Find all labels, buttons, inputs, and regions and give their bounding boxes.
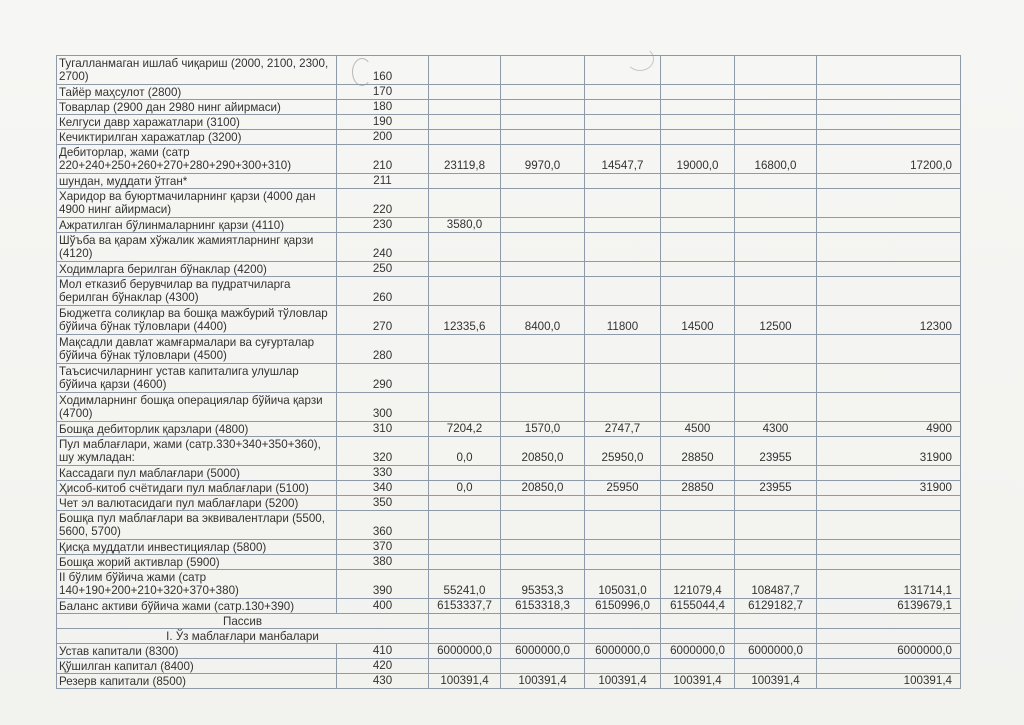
value-cell: 23955 bbox=[735, 481, 817, 496]
table-row bbox=[57, 233, 961, 262]
value-cell: 12335,6 bbox=[429, 306, 501, 335]
value-cell: 12300 bbox=[817, 306, 961, 335]
value-cell: 12500 bbox=[735, 306, 817, 335]
section-row bbox=[57, 614, 961, 629]
value-cell bbox=[817, 511, 961, 540]
row-label: Келгуси давр харажатлари (3100) bbox=[57, 115, 337, 130]
value-cell: 14500 bbox=[661, 306, 735, 335]
value-cell bbox=[585, 364, 661, 393]
value-cell bbox=[735, 130, 817, 145]
value-cell bbox=[501, 56, 585, 85]
value-cell bbox=[429, 130, 501, 145]
value-cell bbox=[817, 364, 961, 393]
value-cell: 105031,0 bbox=[585, 570, 661, 599]
value-cell bbox=[817, 85, 961, 100]
value-cell bbox=[429, 393, 501, 422]
value-cell bbox=[735, 218, 817, 233]
empty-cell bbox=[661, 614, 735, 629]
table-row bbox=[57, 218, 961, 233]
value-cell bbox=[585, 262, 661, 277]
value-cell bbox=[817, 262, 961, 277]
value-cell bbox=[501, 100, 585, 115]
row-code: 220 bbox=[337, 189, 429, 218]
value-cell: 28850 bbox=[661, 437, 735, 466]
value-cell bbox=[429, 174, 501, 189]
value-cell bbox=[429, 555, 501, 570]
table-row bbox=[57, 659, 961, 674]
row-label: Таъсисчиларнинг устав капиталига улушлар бўйича қарзи (4600) bbox=[57, 364, 337, 393]
value-cell bbox=[585, 233, 661, 262]
value-cell bbox=[661, 100, 735, 115]
row-label: Товарлар (2900 дан 2980 нинг айирмаси) bbox=[57, 100, 337, 115]
row-code: 300 bbox=[337, 393, 429, 422]
row-code: 380 bbox=[337, 555, 429, 570]
row-code: 400 bbox=[337, 599, 429, 614]
row-code: 250 bbox=[337, 262, 429, 277]
row-code: 410 bbox=[337, 644, 429, 659]
value-cell: 6000000,0 bbox=[735, 644, 817, 659]
value-cell bbox=[585, 659, 661, 674]
value-cell: 95353,3 bbox=[501, 570, 585, 599]
value-cell bbox=[735, 335, 817, 364]
table-row bbox=[57, 145, 961, 174]
value-cell bbox=[661, 262, 735, 277]
row-label: Тугалланмаган ишлаб чиқариш (2000, 2100, 2300, 2700) bbox=[57, 56, 337, 85]
value-cell: 31900 bbox=[817, 437, 961, 466]
table-row bbox=[57, 674, 961, 689]
value-cell bbox=[735, 496, 817, 511]
empty-cell bbox=[817, 614, 961, 629]
row-label: Устав капитали (8300) bbox=[57, 644, 337, 659]
value-cell bbox=[429, 496, 501, 511]
row-label: Харидор ва буюртмачиларнинг қарзи (4000 дан 4900 нинг айирмаси) bbox=[57, 189, 337, 218]
value-cell bbox=[817, 540, 961, 555]
value-cell bbox=[429, 100, 501, 115]
value-cell bbox=[817, 555, 961, 570]
value-cell bbox=[661, 130, 735, 145]
row-label: Мақсадли давлат жамғармалари ва суғурталар бўйича бўнак тўловлари (4500) bbox=[57, 335, 337, 364]
table-row bbox=[57, 306, 961, 335]
value-cell bbox=[817, 335, 961, 364]
value-cell: 121079,4 bbox=[661, 570, 735, 599]
row-code: 180 bbox=[337, 100, 429, 115]
value-cell: 23119,8 bbox=[429, 145, 501, 174]
value-cell bbox=[429, 277, 501, 306]
value-cell bbox=[817, 130, 961, 145]
value-cell bbox=[661, 174, 735, 189]
value-cell: 28850 bbox=[661, 481, 735, 496]
value-cell bbox=[429, 466, 501, 481]
value-cell bbox=[501, 555, 585, 570]
row-code: 211 bbox=[337, 174, 429, 189]
value-cell bbox=[429, 540, 501, 555]
row-code: 200 bbox=[337, 130, 429, 145]
row-label: Резерв капитали (8500) bbox=[57, 674, 337, 689]
value-cell bbox=[501, 189, 585, 218]
value-cell: 6000000,0 bbox=[429, 644, 501, 659]
value-cell: 4500 bbox=[661, 422, 735, 437]
value-cell: 4300 bbox=[735, 422, 817, 437]
value-cell: 14547,7 bbox=[585, 145, 661, 174]
table-row bbox=[57, 335, 961, 364]
row-code: 210 bbox=[337, 145, 429, 174]
row-label: Дебиторлар, жами (сатр 220+240+250+260+270+280+290+300+310) bbox=[57, 145, 337, 174]
value-cell bbox=[661, 277, 735, 306]
table-row bbox=[57, 570, 961, 599]
row-label: Бюджетга солиқлар ва бошқа мажбурий тўловлар бўйича бўнак тўловлари (4400) bbox=[57, 306, 337, 335]
row-label: Пул маблағлари, жами (сатр.330+340+350+360), шу жумладан: bbox=[57, 437, 337, 466]
value-cell bbox=[429, 511, 501, 540]
value-cell: 100391,4 bbox=[501, 674, 585, 689]
row-code: 370 bbox=[337, 540, 429, 555]
value-cell bbox=[735, 466, 817, 481]
value-cell: 6129182,7 bbox=[735, 599, 817, 614]
row-label: шундан, муддати ўтган* bbox=[57, 174, 337, 189]
row-label: Баланс активи бўйича жами (сатр.130+390) bbox=[57, 599, 337, 614]
value-cell bbox=[735, 262, 817, 277]
value-cell bbox=[735, 277, 817, 306]
row-code: 280 bbox=[337, 335, 429, 364]
value-cell: 6153318,3 bbox=[501, 599, 585, 614]
table-row bbox=[57, 644, 961, 659]
row-code: 230 bbox=[337, 218, 429, 233]
row-label: Бошқа пул маблағлари ва эквивалентлари (5500, 5600, 5700) bbox=[57, 511, 337, 540]
table-row bbox=[57, 393, 961, 422]
empty-cell bbox=[585, 629, 661, 644]
row-code: 330 bbox=[337, 466, 429, 481]
row-label: Тайёр маҳсулот (2800) bbox=[57, 85, 337, 100]
value-cell: 23955 bbox=[735, 437, 817, 466]
value-cell bbox=[501, 659, 585, 674]
value-cell bbox=[735, 100, 817, 115]
value-cell: 25950 bbox=[585, 481, 661, 496]
table-row bbox=[57, 100, 961, 115]
value-cell bbox=[585, 56, 661, 85]
value-cell: 2747,7 bbox=[585, 422, 661, 437]
value-cell bbox=[661, 466, 735, 481]
value-cell: 3580,0 bbox=[429, 218, 501, 233]
table-row bbox=[57, 364, 961, 393]
value-cell bbox=[429, 262, 501, 277]
empty-cell bbox=[661, 629, 735, 644]
row-label: Ходимларнинг бошқа операциялар бўйича қарзи (4700) bbox=[57, 393, 337, 422]
row-code: 160 bbox=[337, 56, 429, 85]
value-cell bbox=[501, 540, 585, 555]
value-cell bbox=[501, 393, 585, 422]
table-row bbox=[57, 599, 961, 614]
empty-cell bbox=[817, 629, 961, 644]
value-cell: 4900 bbox=[817, 422, 961, 437]
value-cell bbox=[735, 189, 817, 218]
value-cell bbox=[585, 218, 661, 233]
value-cell bbox=[501, 335, 585, 364]
value-cell bbox=[501, 233, 585, 262]
value-cell bbox=[429, 659, 501, 674]
row-label: Ажратилган бўлинмаларнинг қарзи (4110) bbox=[57, 218, 337, 233]
value-cell: 6153337,7 bbox=[429, 599, 501, 614]
row-label: Чет эл валютасидаги пул маблағлари (5200) bbox=[57, 496, 337, 511]
row-code: 260 bbox=[337, 277, 429, 306]
value-cell: 0,0 bbox=[429, 437, 501, 466]
value-cell bbox=[585, 555, 661, 570]
section-row bbox=[57, 629, 961, 644]
section-title: Пассив bbox=[57, 614, 429, 629]
row-code: 240 bbox=[337, 233, 429, 262]
value-cell: 20850,0 bbox=[501, 481, 585, 496]
value-cell bbox=[585, 540, 661, 555]
value-cell bbox=[585, 466, 661, 481]
value-cell: 6150996,0 bbox=[585, 599, 661, 614]
value-cell bbox=[817, 218, 961, 233]
value-cell bbox=[585, 496, 661, 511]
value-cell: 7204,2 bbox=[429, 422, 501, 437]
value-cell: 17200,0 bbox=[817, 145, 961, 174]
value-cell: 19000,0 bbox=[661, 145, 735, 174]
value-cell bbox=[817, 496, 961, 511]
value-cell: 131714,1 bbox=[817, 570, 961, 599]
value-cell bbox=[429, 189, 501, 218]
value-cell: 8400,0 bbox=[501, 306, 585, 335]
value-cell: 6155044,4 bbox=[661, 599, 735, 614]
value-cell bbox=[661, 555, 735, 570]
value-cell bbox=[501, 496, 585, 511]
empty-cell bbox=[735, 629, 817, 644]
empty-cell bbox=[429, 614, 501, 629]
value-cell: 100391,4 bbox=[735, 674, 817, 689]
row-label: Ҳисоб-китоб счётидаги пул маблағлари (5100) bbox=[57, 481, 337, 496]
value-cell bbox=[817, 189, 961, 218]
empty-cell bbox=[429, 629, 501, 644]
table-row bbox=[57, 466, 961, 481]
value-cell bbox=[501, 277, 585, 306]
value-cell bbox=[817, 659, 961, 674]
value-cell bbox=[585, 85, 661, 100]
value-cell: 9970,0 bbox=[501, 145, 585, 174]
row-code: 270 bbox=[337, 306, 429, 335]
value-cell bbox=[429, 56, 501, 85]
value-cell bbox=[817, 393, 961, 422]
value-cell bbox=[585, 174, 661, 189]
value-cell bbox=[817, 466, 961, 481]
row-label: Қўшилган капитал (8400) bbox=[57, 659, 337, 674]
table-row bbox=[57, 56, 961, 85]
value-cell bbox=[501, 262, 585, 277]
row-code: 360 bbox=[337, 511, 429, 540]
table-row bbox=[57, 555, 961, 570]
value-cell bbox=[429, 233, 501, 262]
value-cell bbox=[661, 393, 735, 422]
row-code: 350 bbox=[337, 496, 429, 511]
value-cell bbox=[661, 218, 735, 233]
row-code: 290 bbox=[337, 364, 429, 393]
value-cell bbox=[585, 511, 661, 540]
value-cell bbox=[661, 115, 735, 130]
value-cell bbox=[501, 364, 585, 393]
row-label: Кассадаги пул маблағлари (5000) bbox=[57, 466, 337, 481]
value-cell bbox=[735, 85, 817, 100]
empty-cell bbox=[585, 614, 661, 629]
value-cell bbox=[585, 335, 661, 364]
table-row bbox=[57, 130, 961, 145]
value-cell bbox=[661, 364, 735, 393]
value-cell: 25950,0 bbox=[585, 437, 661, 466]
value-cell bbox=[817, 174, 961, 189]
row-label: Мол етказиб берувчилар ва пудратчиларга берилган бўнаклар (4300) bbox=[57, 277, 337, 306]
row-code: 310 bbox=[337, 422, 429, 437]
value-cell bbox=[501, 218, 585, 233]
row-code: 340 bbox=[337, 481, 429, 496]
table-row bbox=[57, 511, 961, 540]
section-title: I. Ўз маблағлари манбалари bbox=[57, 629, 429, 644]
value-cell: 6000000,0 bbox=[501, 644, 585, 659]
value-cell bbox=[661, 56, 735, 85]
value-cell: 6000000,0 bbox=[661, 644, 735, 659]
row-label: Кечиктирилган харажатлар (3200) bbox=[57, 130, 337, 145]
table-row bbox=[57, 540, 961, 555]
table-row bbox=[57, 85, 961, 100]
value-cell bbox=[735, 364, 817, 393]
row-code: 390 bbox=[337, 570, 429, 599]
value-cell bbox=[817, 115, 961, 130]
value-cell bbox=[429, 85, 501, 100]
table-row bbox=[57, 496, 961, 511]
value-cell bbox=[585, 130, 661, 145]
value-cell bbox=[661, 511, 735, 540]
value-cell bbox=[501, 174, 585, 189]
table-row bbox=[57, 115, 961, 130]
row-label: Бошқа дебиторлик қарзлари (4800) bbox=[57, 422, 337, 437]
value-cell: 108487,7 bbox=[735, 570, 817, 599]
value-cell bbox=[735, 511, 817, 540]
value-cell bbox=[817, 233, 961, 262]
value-cell bbox=[501, 115, 585, 130]
empty-cell bbox=[501, 614, 585, 629]
table-row bbox=[57, 422, 961, 437]
value-cell: 100391,4 bbox=[429, 674, 501, 689]
value-cell bbox=[661, 659, 735, 674]
value-cell bbox=[501, 130, 585, 145]
row-code: 190 bbox=[337, 115, 429, 130]
value-cell: 31900 bbox=[817, 481, 961, 496]
value-cell bbox=[429, 115, 501, 130]
value-cell bbox=[585, 100, 661, 115]
row-code: 320 bbox=[337, 437, 429, 466]
value-cell: 11800 bbox=[585, 306, 661, 335]
value-cell bbox=[735, 555, 817, 570]
table-row bbox=[57, 189, 961, 218]
row-code: 420 bbox=[337, 659, 429, 674]
value-cell bbox=[735, 659, 817, 674]
table-body bbox=[57, 56, 961, 689]
row-label: Шўъба ва қарам хўжалик жамиятларнинг қарзи (4120) bbox=[57, 233, 337, 262]
value-cell bbox=[501, 511, 585, 540]
row-label: Бошқа жорий активлар (5900) bbox=[57, 555, 337, 570]
value-cell bbox=[429, 364, 501, 393]
row-code: 170 bbox=[337, 85, 429, 100]
value-cell bbox=[735, 115, 817, 130]
value-cell: 16800,0 bbox=[735, 145, 817, 174]
table-row bbox=[57, 262, 961, 277]
value-cell: 6139679,1 bbox=[817, 599, 961, 614]
value-cell: 55241,0 bbox=[429, 570, 501, 599]
value-cell bbox=[585, 189, 661, 218]
value-cell bbox=[661, 189, 735, 218]
value-cell bbox=[661, 335, 735, 364]
value-cell bbox=[661, 496, 735, 511]
value-cell bbox=[585, 277, 661, 306]
value-cell bbox=[817, 277, 961, 306]
value-cell: 6000000,0 bbox=[817, 644, 961, 659]
row-code: 430 bbox=[337, 674, 429, 689]
table-row bbox=[57, 174, 961, 189]
value-cell: 100391,4 bbox=[817, 674, 961, 689]
value-cell bbox=[429, 335, 501, 364]
value-cell bbox=[735, 56, 817, 85]
value-cell bbox=[735, 393, 817, 422]
row-label: II бўлим бўйича жами (сатр 140+190+200+210+320+370+380) bbox=[57, 570, 337, 599]
balance-sheet-table bbox=[56, 55, 961, 689]
value-cell bbox=[661, 540, 735, 555]
value-cell bbox=[661, 85, 735, 100]
value-cell: 100391,4 bbox=[585, 674, 661, 689]
value-cell bbox=[501, 85, 585, 100]
empty-cell bbox=[501, 629, 585, 644]
value-cell bbox=[735, 233, 817, 262]
value-cell bbox=[735, 540, 817, 555]
value-cell: 20850,0 bbox=[501, 437, 585, 466]
value-cell bbox=[501, 466, 585, 481]
value-cell: 0,0 bbox=[429, 481, 501, 496]
table-row bbox=[57, 277, 961, 306]
value-cell bbox=[735, 174, 817, 189]
value-cell bbox=[661, 233, 735, 262]
value-cell: 1570,0 bbox=[501, 422, 585, 437]
value-cell: 100391,4 bbox=[661, 674, 735, 689]
value-cell: 6000000,0 bbox=[585, 644, 661, 659]
value-cell bbox=[817, 56, 961, 85]
empty-cell bbox=[735, 614, 817, 629]
value-cell bbox=[585, 115, 661, 130]
value-cell bbox=[817, 100, 961, 115]
table-row bbox=[57, 437, 961, 466]
value-cell bbox=[585, 393, 661, 422]
row-label: Қисқа муддатли инвестициялар (5800) bbox=[57, 540, 337, 555]
table-row bbox=[57, 481, 961, 496]
row-label: Ходимларга берилган бўнаклар (4200) bbox=[57, 262, 337, 277]
